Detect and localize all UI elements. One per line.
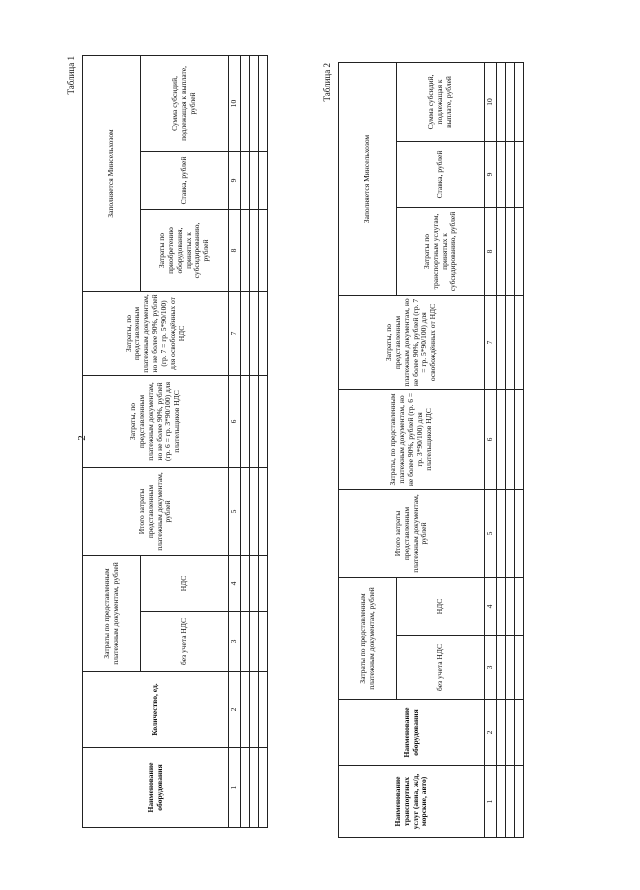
t1-blank-row xyxy=(250,55,259,827)
t1-header-quantity: Количество, ед. xyxy=(83,672,229,748)
t1-colnum-2: 2 xyxy=(229,672,241,748)
t2-cell[interactable] xyxy=(506,141,515,207)
t1-cell[interactable] xyxy=(250,209,259,291)
t1-cell[interactable] xyxy=(250,291,259,375)
t1-cell[interactable] xyxy=(241,467,250,555)
t1-header-costs-group: Затраты по представленным платежным документам, рублей xyxy=(83,555,141,671)
t1-cell[interactable] xyxy=(241,672,250,748)
t2-header-subsidy: Сумма субсидий, подлежащая к выплате, рублей xyxy=(397,62,485,141)
t1-colnum-6: 6 xyxy=(229,375,241,467)
t2-cell[interactable] xyxy=(506,489,515,577)
t2-cell[interactable] xyxy=(506,700,515,766)
t1-cell[interactable] xyxy=(241,291,250,375)
t1-header-total: Итого затраты представленным платежным документам, рублей xyxy=(83,467,229,555)
t2-cell[interactable] xyxy=(515,700,524,766)
t2-cell[interactable] xyxy=(497,636,506,700)
t2-colnum-3: 3 xyxy=(485,636,497,700)
t2-header-equipment: Наименование оборудования xyxy=(339,700,485,766)
t1-cell[interactable] xyxy=(259,151,268,209)
t1-colnum-9: 9 xyxy=(229,151,241,209)
t2-cell[interactable] xyxy=(497,489,506,577)
t2-blank-row xyxy=(506,62,515,837)
t2-header-col7: Затраты, по представленным платежным документам, но не более 90%, рублей (гр. 7 = гр. 5*90/100) для освобождённых от НДС xyxy=(339,295,485,389)
t1-cell[interactable] xyxy=(250,612,259,672)
t2-cell[interactable] xyxy=(515,766,524,838)
table-1-rotated-container xyxy=(66,56,280,828)
t2-header-col6: Затраты, по представленным платежным документам, но не более 90%, рублей (гр. 6 = гр. 3*90/100) для плательщиков НДС xyxy=(339,389,485,489)
t2-header-without-vat: без учета НДС xyxy=(397,636,485,700)
t2-cell[interactable] xyxy=(497,62,506,141)
page-number: 2 xyxy=(76,435,88,441)
t1-cell[interactable] xyxy=(259,375,268,467)
t1-blank-row xyxy=(241,55,250,827)
t2-colnum-5: 5 xyxy=(485,489,497,577)
t2-colnum-8: 8 xyxy=(485,207,497,295)
t1-cell[interactable] xyxy=(259,748,268,828)
t1-cell[interactable] xyxy=(259,209,268,291)
t2-cell[interactable] xyxy=(515,295,524,389)
t1-header-equipment: Наименование оборудования xyxy=(83,748,229,828)
t2-cell[interactable] xyxy=(497,389,506,489)
t2-colnum-4: 4 xyxy=(485,577,497,635)
t2-colnum-2: 2 xyxy=(485,700,497,766)
t2-cell[interactable] xyxy=(497,295,506,389)
t2-blank-row xyxy=(515,62,524,837)
t2-cell[interactable] xyxy=(515,62,524,141)
t2-cell[interactable] xyxy=(506,766,515,838)
t2-cell[interactable] xyxy=(506,577,515,635)
t1-cell[interactable] xyxy=(259,555,268,611)
t1-cell[interactable] xyxy=(259,291,268,375)
t1-cell[interactable] xyxy=(241,209,250,291)
t2-cell[interactable] xyxy=(515,636,524,700)
t1-cell[interactable] xyxy=(250,748,259,828)
table-1-caption: Таблица 1 xyxy=(66,56,76,95)
t1-cell[interactable] xyxy=(241,55,250,151)
t1-cell[interactable] xyxy=(250,672,259,748)
t2-colnum-7: 7 xyxy=(485,295,497,389)
t1-colnum-10: 10 xyxy=(229,55,241,151)
t1-colnum-3: 3 xyxy=(229,612,241,672)
t1-header-col6: Затраты, по представленным платежным документам, но не более 90%, рублей (гр. 6 = гр. 3*90/100) для плательщиков НДС xyxy=(83,375,229,467)
t1-cell[interactable] xyxy=(259,672,268,748)
t1-header-vat: НДС xyxy=(141,555,229,611)
t1-cell[interactable] xyxy=(250,151,259,209)
t1-cell[interactable] xyxy=(241,555,250,611)
t1-colnum-8: 8 xyxy=(229,209,241,291)
t1-header-without-vat: без учета НДС xyxy=(141,612,229,672)
t2-cell[interactable] xyxy=(515,577,524,635)
t1-header-col8: Затраты по приобретению оборудования, принятых к субсидированию, рублей xyxy=(141,209,229,291)
t1-blank-row xyxy=(259,55,268,827)
t2-cell[interactable] xyxy=(497,577,506,635)
t1-cell[interactable] xyxy=(259,467,268,555)
t2-cell[interactable] xyxy=(497,700,506,766)
t1-cell[interactable] xyxy=(241,151,250,209)
t2-cell[interactable] xyxy=(506,62,515,141)
t2-blank-row xyxy=(497,62,506,837)
t1-header-ministry: Заполняется Минсельхозом xyxy=(83,55,141,291)
t2-header-costs-group: Затраты по представленным платежным документам, рублей xyxy=(339,577,397,699)
t2-cell[interactable] xyxy=(497,766,506,838)
t2-colnum-9: 9 xyxy=(485,141,497,207)
t2-cell[interactable] xyxy=(506,207,515,295)
t2-colnum-1: 1 xyxy=(485,766,497,838)
t1-colnum-5: 5 xyxy=(229,467,241,555)
t1-cell[interactable] xyxy=(250,555,259,611)
t2-cell[interactable] xyxy=(497,207,506,295)
t2-cell[interactable] xyxy=(506,389,515,489)
t1-cell[interactable] xyxy=(250,375,259,467)
t2-cell[interactable] xyxy=(515,489,524,577)
t2-header-total: Итого затраты представленным платежным документам, рублей xyxy=(339,489,485,577)
t1-cell[interactable] xyxy=(250,467,259,555)
t2-cell[interactable] xyxy=(515,207,524,295)
t1-cell[interactable] xyxy=(259,612,268,672)
t1-colnum-7: 7 xyxy=(229,291,241,375)
t2-cell[interactable] xyxy=(515,141,524,207)
t2-header-vat: НДС xyxy=(397,577,485,635)
table-2-caption: Таблица 2 xyxy=(322,63,332,102)
t1-cell[interactable] xyxy=(241,375,250,467)
t1-header-rate: Ставка, рублей xyxy=(141,151,229,209)
table-2 xyxy=(338,62,524,838)
t2-header-services: Наименование транспортных услуг (авиа, ж/д, морские, авто) xyxy=(339,766,485,838)
t1-colnum-1: 1 xyxy=(229,748,241,828)
t2-colnum-6: 6 xyxy=(485,389,497,489)
table-1 xyxy=(82,55,268,828)
t1-cell[interactable] xyxy=(259,55,268,151)
t2-header-rate: Ставка, рублей xyxy=(397,141,485,207)
t2-cell[interactable] xyxy=(515,389,524,489)
t2-cell[interactable] xyxy=(506,636,515,700)
t1-header-subsidy: Сумма субсидий, подлежащая к выплате, рублей xyxy=(141,55,229,151)
t1-header-col7: Затраты, по представленным платежным документам, но не более 90%, рублей (гр. 7 = гр. 5*90/100) для освобождённых от НДС xyxy=(83,291,229,375)
t1-cell[interactable] xyxy=(241,612,250,672)
t2-cell[interactable] xyxy=(497,141,506,207)
t1-cell[interactable] xyxy=(241,748,250,828)
t2-header-ministry: Заполняется Минсельхозом xyxy=(339,62,397,295)
t1-cell[interactable] xyxy=(250,55,259,151)
table-2-rotated-container xyxy=(322,63,534,838)
t1-colnum-4: 4 xyxy=(229,555,241,611)
t2-cell[interactable] xyxy=(506,295,515,389)
t2-colnum-10: 10 xyxy=(485,62,497,141)
t2-header-col8: Затраты по транспортным услугам, принятых к субсидированию, рублей xyxy=(397,207,485,295)
